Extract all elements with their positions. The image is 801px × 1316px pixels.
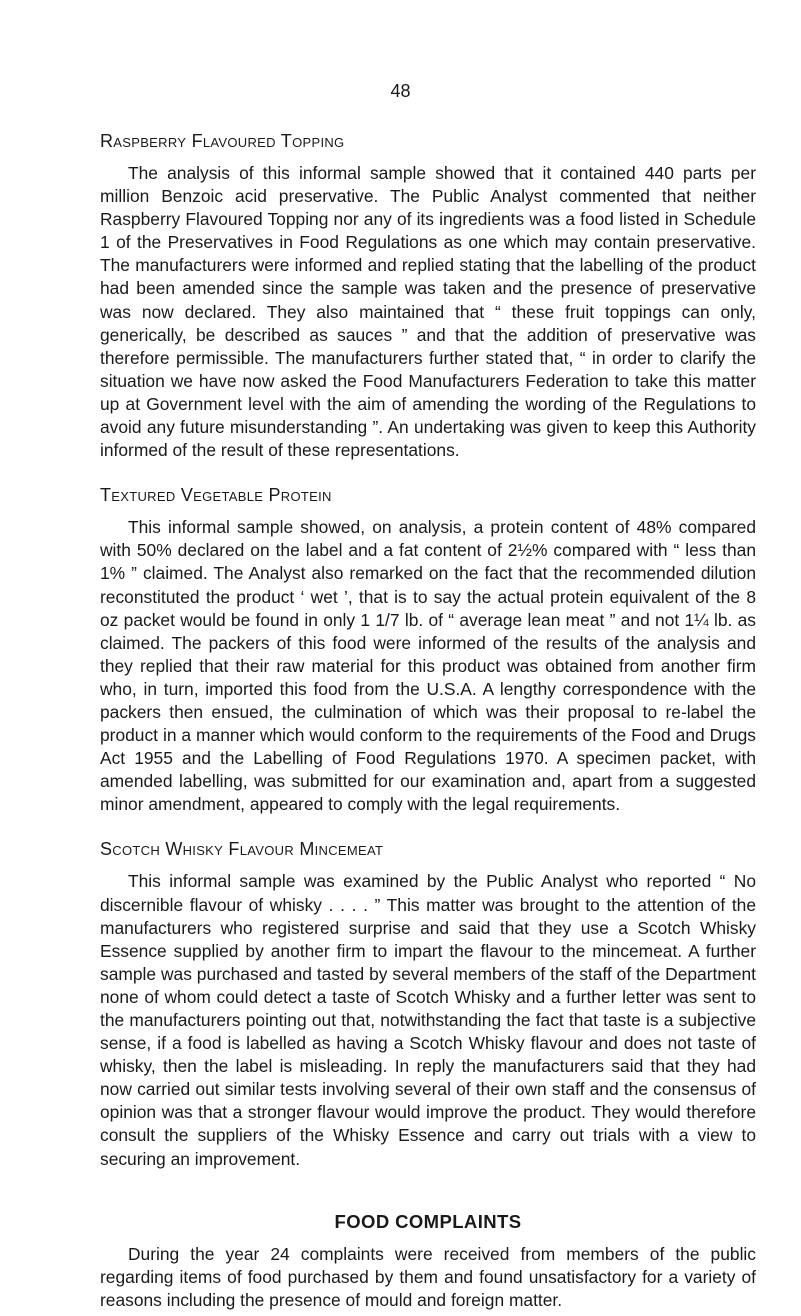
section-heading: Textured Vegetable Protein [100,485,332,506]
section-heading: Raspberry Flavoured Topping [100,131,345,151]
section-paragraph: This informal sample was examined by the Public Analyst who reported “ No discernible flavour of whisky . . . . ” This matter was brought to the attention of the manufacturers who registered surprise and said that they use a Scotch Whisky Essence supplied by another firm to impart the flavour to the mincemeat. A further sample was purchased and tasted by several members of the staff of the Department none of whom could detect a taste of Scotch Whisky and a further letter was sent to the manufacturers pointing out that, notwithstanding the fact that taste is a subjective sense, if a food is labelled as having a Scotch Whisky flavour and does not taste of whisky, then the label is misleading. In reply the manufacturers said that they had now carried out similar tests involving several of their own staff and the consensus of opinion was that a stronger flavour would improve the product. They would therefore consult the suppliers of the Whisky Essence and carry out trials with a view to securing an improvement. [100,871,756,1169]
section-paragraph: The analysis of this informal sample showed that it contained 440 parts per million Benzoic acid preservative. The Public Analyst commented that neither Raspberry Flavoured Topping nor any of its ingredients was a food listed in Schedule 1 of the Preservatives in Food Regulations as one which may contain preservative. The manufacturers were informed and replied stating that the labelling of the product had been amended since the sample was taken and the presence of preservative was now declared. They also maintained that “ these fruit toppings can only, generically, be described as sauces ” and that the addition of preservative was therefore permissible. The manufacturers further stated that, “ in order to clarify the situation we have now asked the Food Manufacturers Federation to take this matter up at Government level with the aim of amending the wording of the Regulations to avoid any future misunderstanding ”. An undertaking was given to keep this Authority informed of the result of these representations. [100,163,756,461]
section-heading: Scotch Whisky Flavour Mincemeat [100,839,384,860]
section-paragraph: This informal sample showed, on analysis, a protein content of 48% compared with 50% declared on the label and a fat content of 2½% compared with “ less than 1% ” claimed. The Analyst also remarked on the fact that the recommended dilution reconstituted the product ‘ wet ’, that is to say the actual protein equivalent of the 8 oz packet would be found in only 1 1/7 lb. of “ average lean meat ” and not 1¼ lb. as claimed. The packers of this food were informed of the results of the analysis and they replied that their raw material for this product was obtained from another firm who, in turn, imported this food from the U.S.A. A lengthy correspondence with the packers then ensued, the culmination of which was their proposal to re-label the product in a manner which would conform to the requirements of the Food and Drugs Act 1955 and the Labelling of Food Regulations 1970. A specimen packet, with amended labelling, was submitted for our examination and, apart from a suggested minor amendment, appeared to comply with the legal requirements. [100,517,756,815]
section-textured-vegetable-protein [100,484,756,816]
food-complaints-paragraph: During the year 24 complaints were received from members of the public regarding items of food purchased by them and found unsatisfactory for a variety of reasons including the presence of mould and foreign matter. [100,1243,756,1310]
section-scotch-whisky-flavour-mincemeat [100,838,756,1170]
page-content [100,130,756,1312]
page-number: 48 [390,81,411,101]
food-complaints-heading: FOOD COMPLAINTS [334,1210,522,1232]
section-raspberry-flavoured-topping [100,130,756,462]
